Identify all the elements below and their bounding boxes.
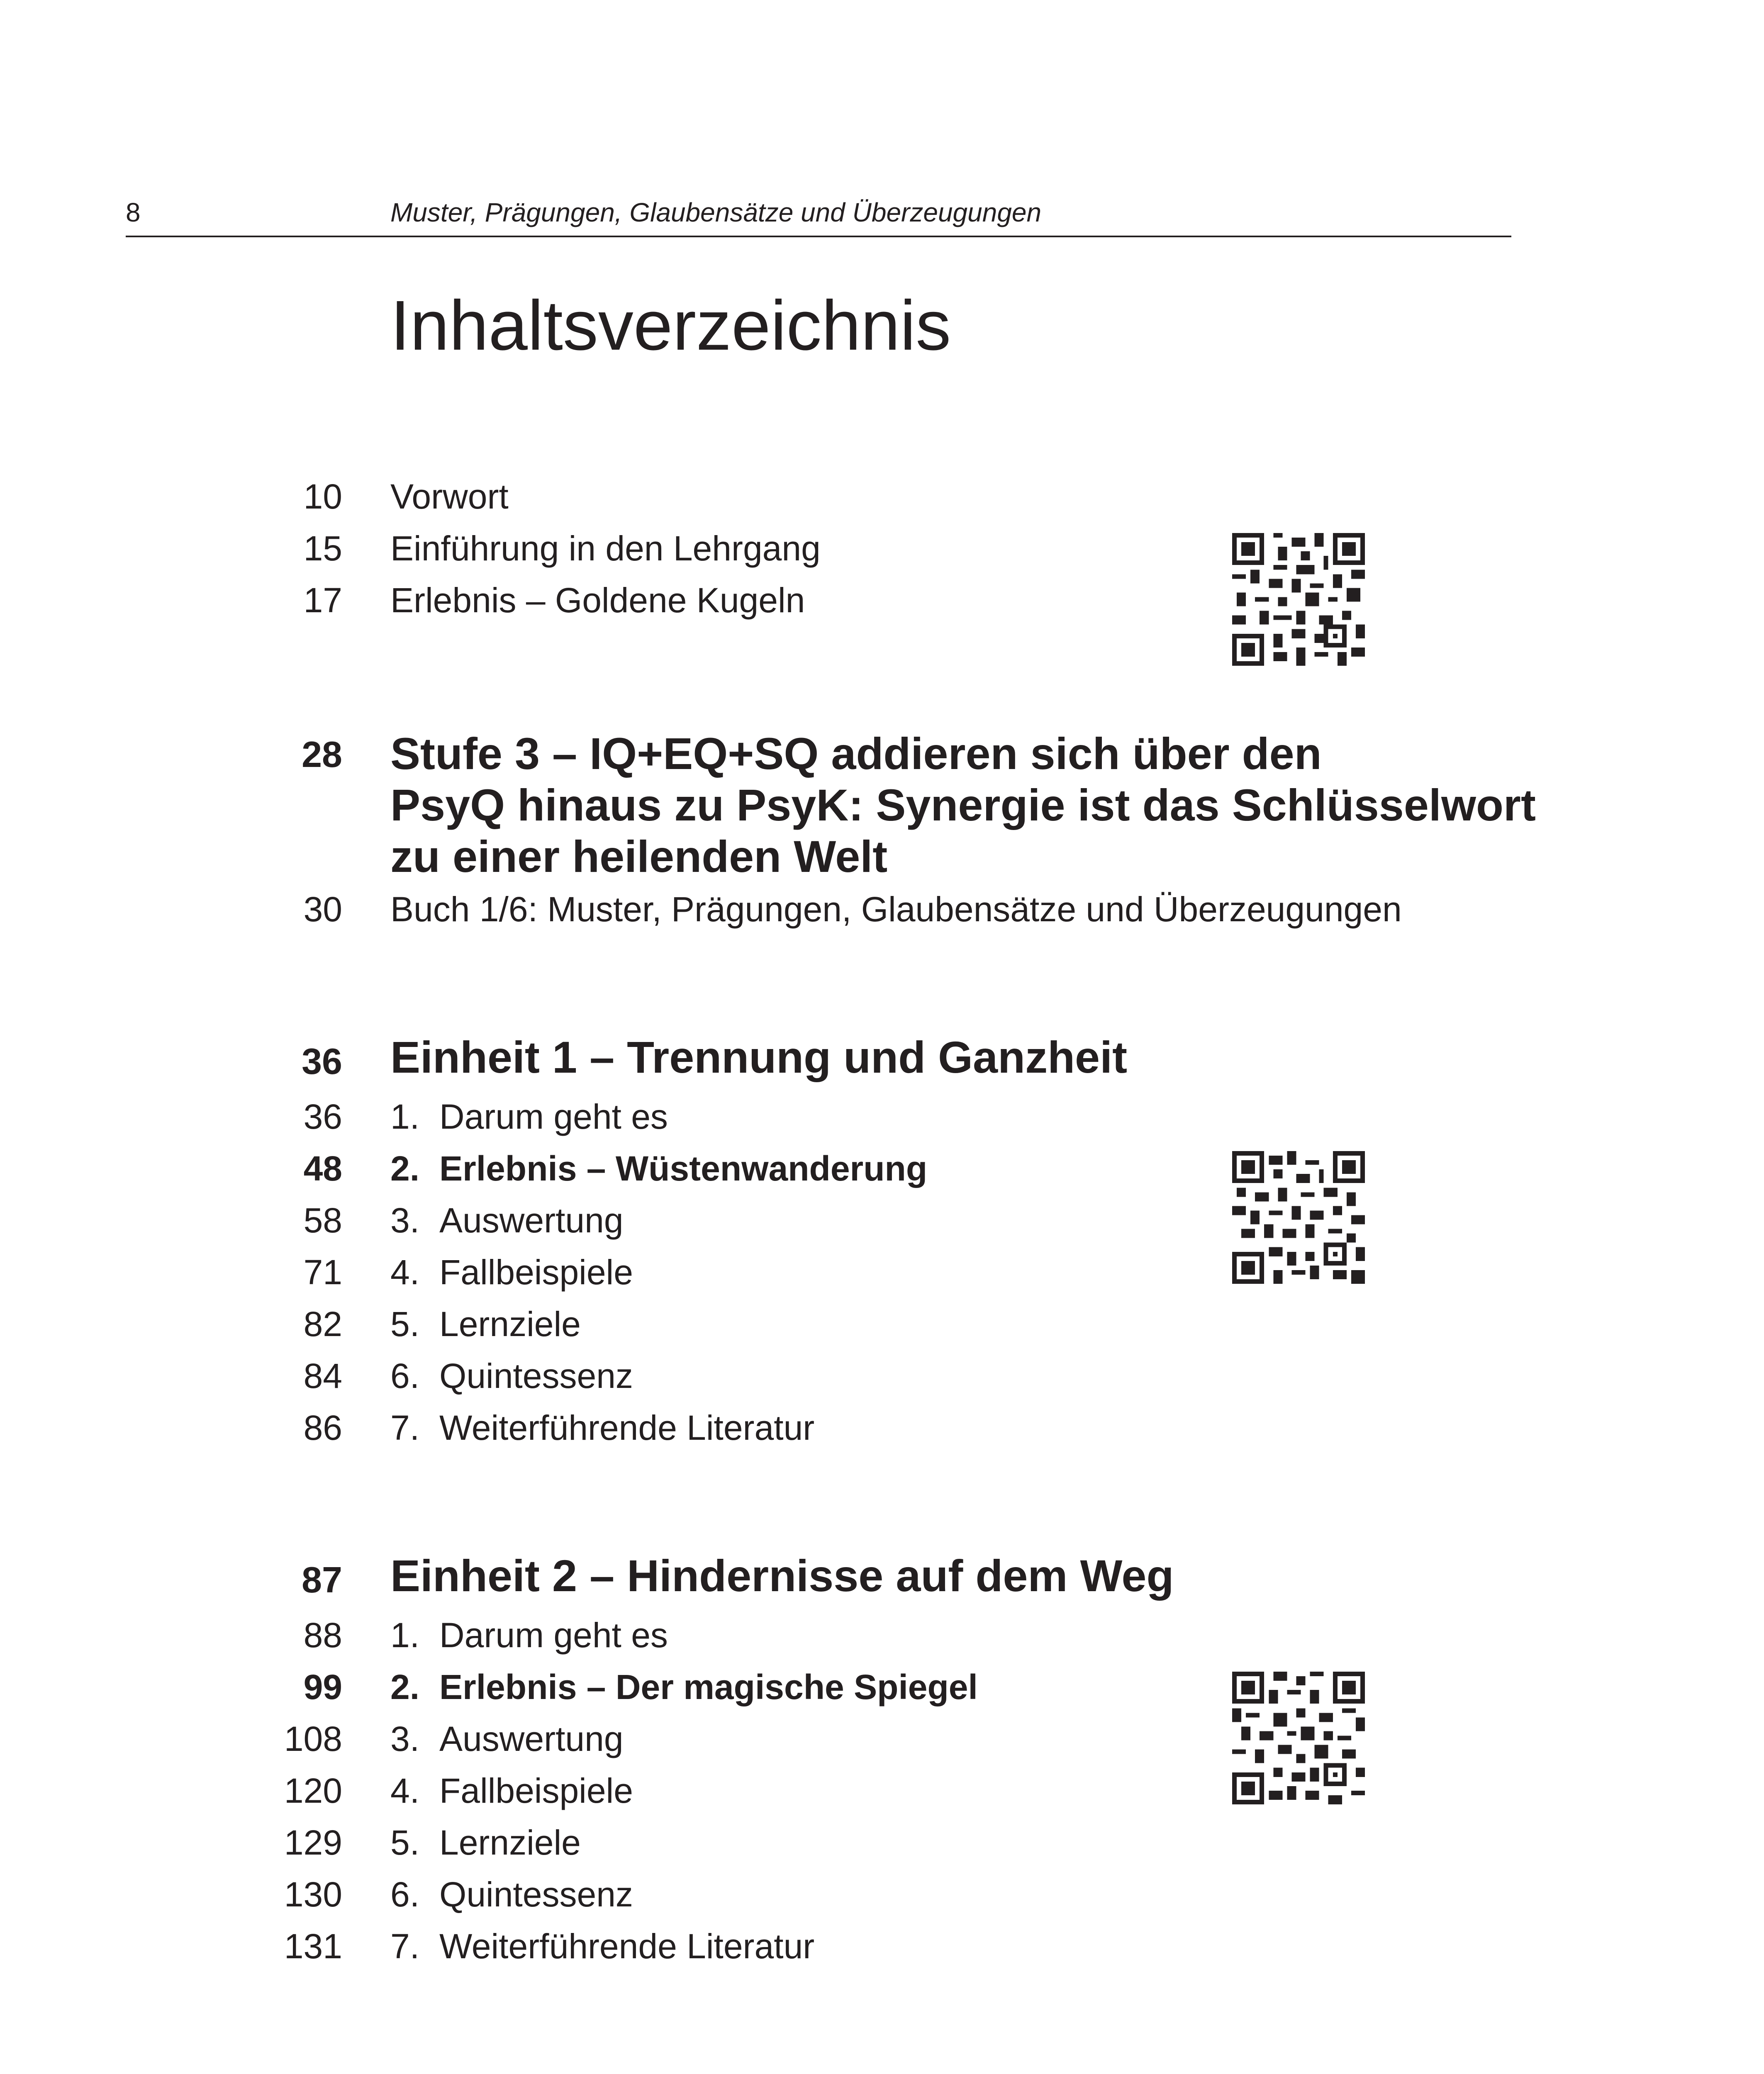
toc-page-number: 48 [303, 1149, 342, 1188]
toc-entry[interactable] [0, 1307, 1764, 1348]
toc-page-number: 87 [302, 1559, 342, 1600]
toc-item-label: Lernziele [439, 1305, 581, 1344]
toc-entry-title [390, 1151, 927, 1186]
toc-page-number: 120 [284, 1771, 342, 1810]
toc-entry[interactable] [0, 1203, 1764, 1244]
toc-item-index: 2. [390, 1667, 420, 1706]
toc-heading-title: Einheit 1 – Trennung und Ganzheit [390, 1032, 1128, 1082]
heading-line: zu einer heilenden Welt [390, 831, 888, 881]
toc-item-index: 6. [390, 1875, 420, 1914]
toc-item-index: 1. [390, 1616, 420, 1655]
toc-entry-title [390, 1773, 633, 1808]
toc-entry[interactable] [0, 1410, 1764, 1452]
toc-entry[interactable] [0, 1721, 1764, 1763]
toc-heading-title [390, 728, 1536, 882]
toc-entry-title [390, 1358, 633, 1393]
toc-page-number: 131 [284, 1927, 342, 1966]
toc-item-label: Darum geht es [439, 1616, 668, 1655]
toc-item-index: 2. [390, 1149, 420, 1188]
toc-entry[interactable] [0, 531, 1764, 572]
toc-entry[interactable] [0, 1667, 1764, 1711]
toc-heading-einheit-1[interactable] [0, 1032, 1764, 1089]
toc-entry[interactable] [0, 1618, 1764, 1659]
header-page-number: 8 [126, 197, 141, 227]
toc-entry-title: Vorwort [390, 477, 509, 516]
toc-page-number: 30 [303, 890, 342, 929]
toc-page-number: 10 [303, 477, 342, 516]
qr-code-icon[interactable] [1232, 1151, 1365, 1284]
toc-page-number: 58 [303, 1201, 342, 1240]
toc-page-number: 28 [302, 734, 342, 775]
toc-heading-title: Einheit 2 – Hindernisse auf dem Weg [390, 1551, 1174, 1601]
toc-page-number: 36 [303, 1097, 342, 1136]
toc-entry[interactable] [0, 1151, 1764, 1193]
toc-entry[interactable] [0, 1929, 1764, 1970]
toc-entry-title [390, 1099, 668, 1134]
toc-item-index: 7. [390, 1408, 420, 1447]
toc-page-number: 84 [303, 1356, 342, 1395]
toc-page-number: 82 [303, 1305, 342, 1344]
toc-entry[interactable] [0, 583, 1764, 624]
toc-entry-title [390, 1305, 581, 1344]
toc-item-index: 6. [390, 1356, 420, 1395]
toc-item-label: Weiterführende Literatur [439, 1927, 815, 1966]
toc-item-index: 5. [390, 1823, 420, 1862]
toc-item-index: 3. [390, 1201, 420, 1240]
running-title: Muster, Prägungen, Glaubensätze und Überzeugungen [390, 197, 1042, 227]
toc-entry-title [390, 1618, 668, 1653]
toc-heading-stufe[interactable] [0, 728, 1764, 886]
toc-page-number: 36 [302, 1041, 342, 1082]
toc-entry[interactable] [0, 1773, 1764, 1815]
toc-entry-title [390, 1203, 624, 1238]
toc-entry-title: Einführung in den Lehrgang [390, 529, 821, 568]
toc-entry-title: Buch 1/6: Muster, Prägungen, Glaubensätze und Überzeugungen [390, 890, 1402, 929]
toc-page-number: 71 [303, 1253, 342, 1292]
qr-code-icon[interactable] [1232, 533, 1365, 666]
toc-page-number: 99 [303, 1667, 342, 1706]
toc-item-label: Auswertung [439, 1201, 624, 1240]
header-rule [126, 236, 1511, 237]
toc-item-index: 7. [390, 1927, 420, 1966]
toc-item-label: Quintessenz [439, 1875, 633, 1914]
toc-page-number: 86 [303, 1408, 342, 1447]
toc-item-index: 5. [390, 1305, 420, 1344]
heading-line: Stufe 3 – IQ+EQ+SQ addieren sich über den [390, 728, 1322, 779]
toc-page-number: 17 [303, 581, 342, 620]
toc-entry[interactable] [0, 1255, 1764, 1296]
toc-item-label: Lernziele [439, 1823, 581, 1862]
toc-page-number: 130 [284, 1875, 342, 1914]
toc-item-label: Fallbeispiele [439, 1253, 633, 1292]
toc-page-number: 15 [303, 529, 342, 568]
toc-page-number: 129 [284, 1823, 342, 1862]
toc-item-label: Quintessenz [439, 1356, 633, 1395]
toc-item-label: Auswertung [439, 1719, 624, 1758]
toc-item-index: 4. [390, 1771, 420, 1810]
toc-page-number: 108 [284, 1719, 342, 1758]
toc-entry[interactable] [0, 1099, 1764, 1141]
toc-heading-einheit-2[interactable] [0, 1553, 1764, 1607]
toc-entry-title: Erlebnis – Goldene Kugeln [390, 581, 805, 620]
toc-item-label: Fallbeispiele [439, 1771, 633, 1810]
toc-item-index: 3. [390, 1719, 420, 1758]
toc-entry[interactable] [0, 1825, 1764, 1867]
toc-item-label: Erlebnis – Der magische Spiegel [439, 1667, 978, 1706]
toc-entry-title [390, 1825, 581, 1860]
toc-page-number: 88 [303, 1616, 342, 1655]
toc-entry-title [390, 1721, 624, 1756]
toc-item-index: 1. [390, 1097, 420, 1136]
toc-entry[interactable] [0, 892, 1764, 933]
qr-code-icon[interactable] [1232, 1672, 1365, 1804]
page-title: Inhaltsverzeichnis [390, 286, 951, 365]
toc-entry[interactable] [0, 1358, 1764, 1400]
toc-item-label: Erlebnis – Wüstenwanderung [439, 1149, 928, 1188]
toc-entry-title [390, 1255, 633, 1290]
toc-item-label: Weiterführende Literatur [439, 1408, 815, 1447]
toc-entry-title [390, 1410, 814, 1445]
toc-item-label: Darum geht es [439, 1097, 668, 1136]
toc-entry[interactable] [0, 1877, 1764, 1918]
toc-entry[interactable] [0, 479, 1764, 521]
toc-item-index: 4. [390, 1253, 420, 1292]
toc-entry-title [390, 1877, 633, 1912]
toc-entry-title [390, 1929, 814, 1964]
toc-entry-title [390, 1667, 978, 1706]
heading-line: PsyQ hinaus zu PsyK: Synergie ist das Schlüsselwort [390, 780, 1536, 830]
